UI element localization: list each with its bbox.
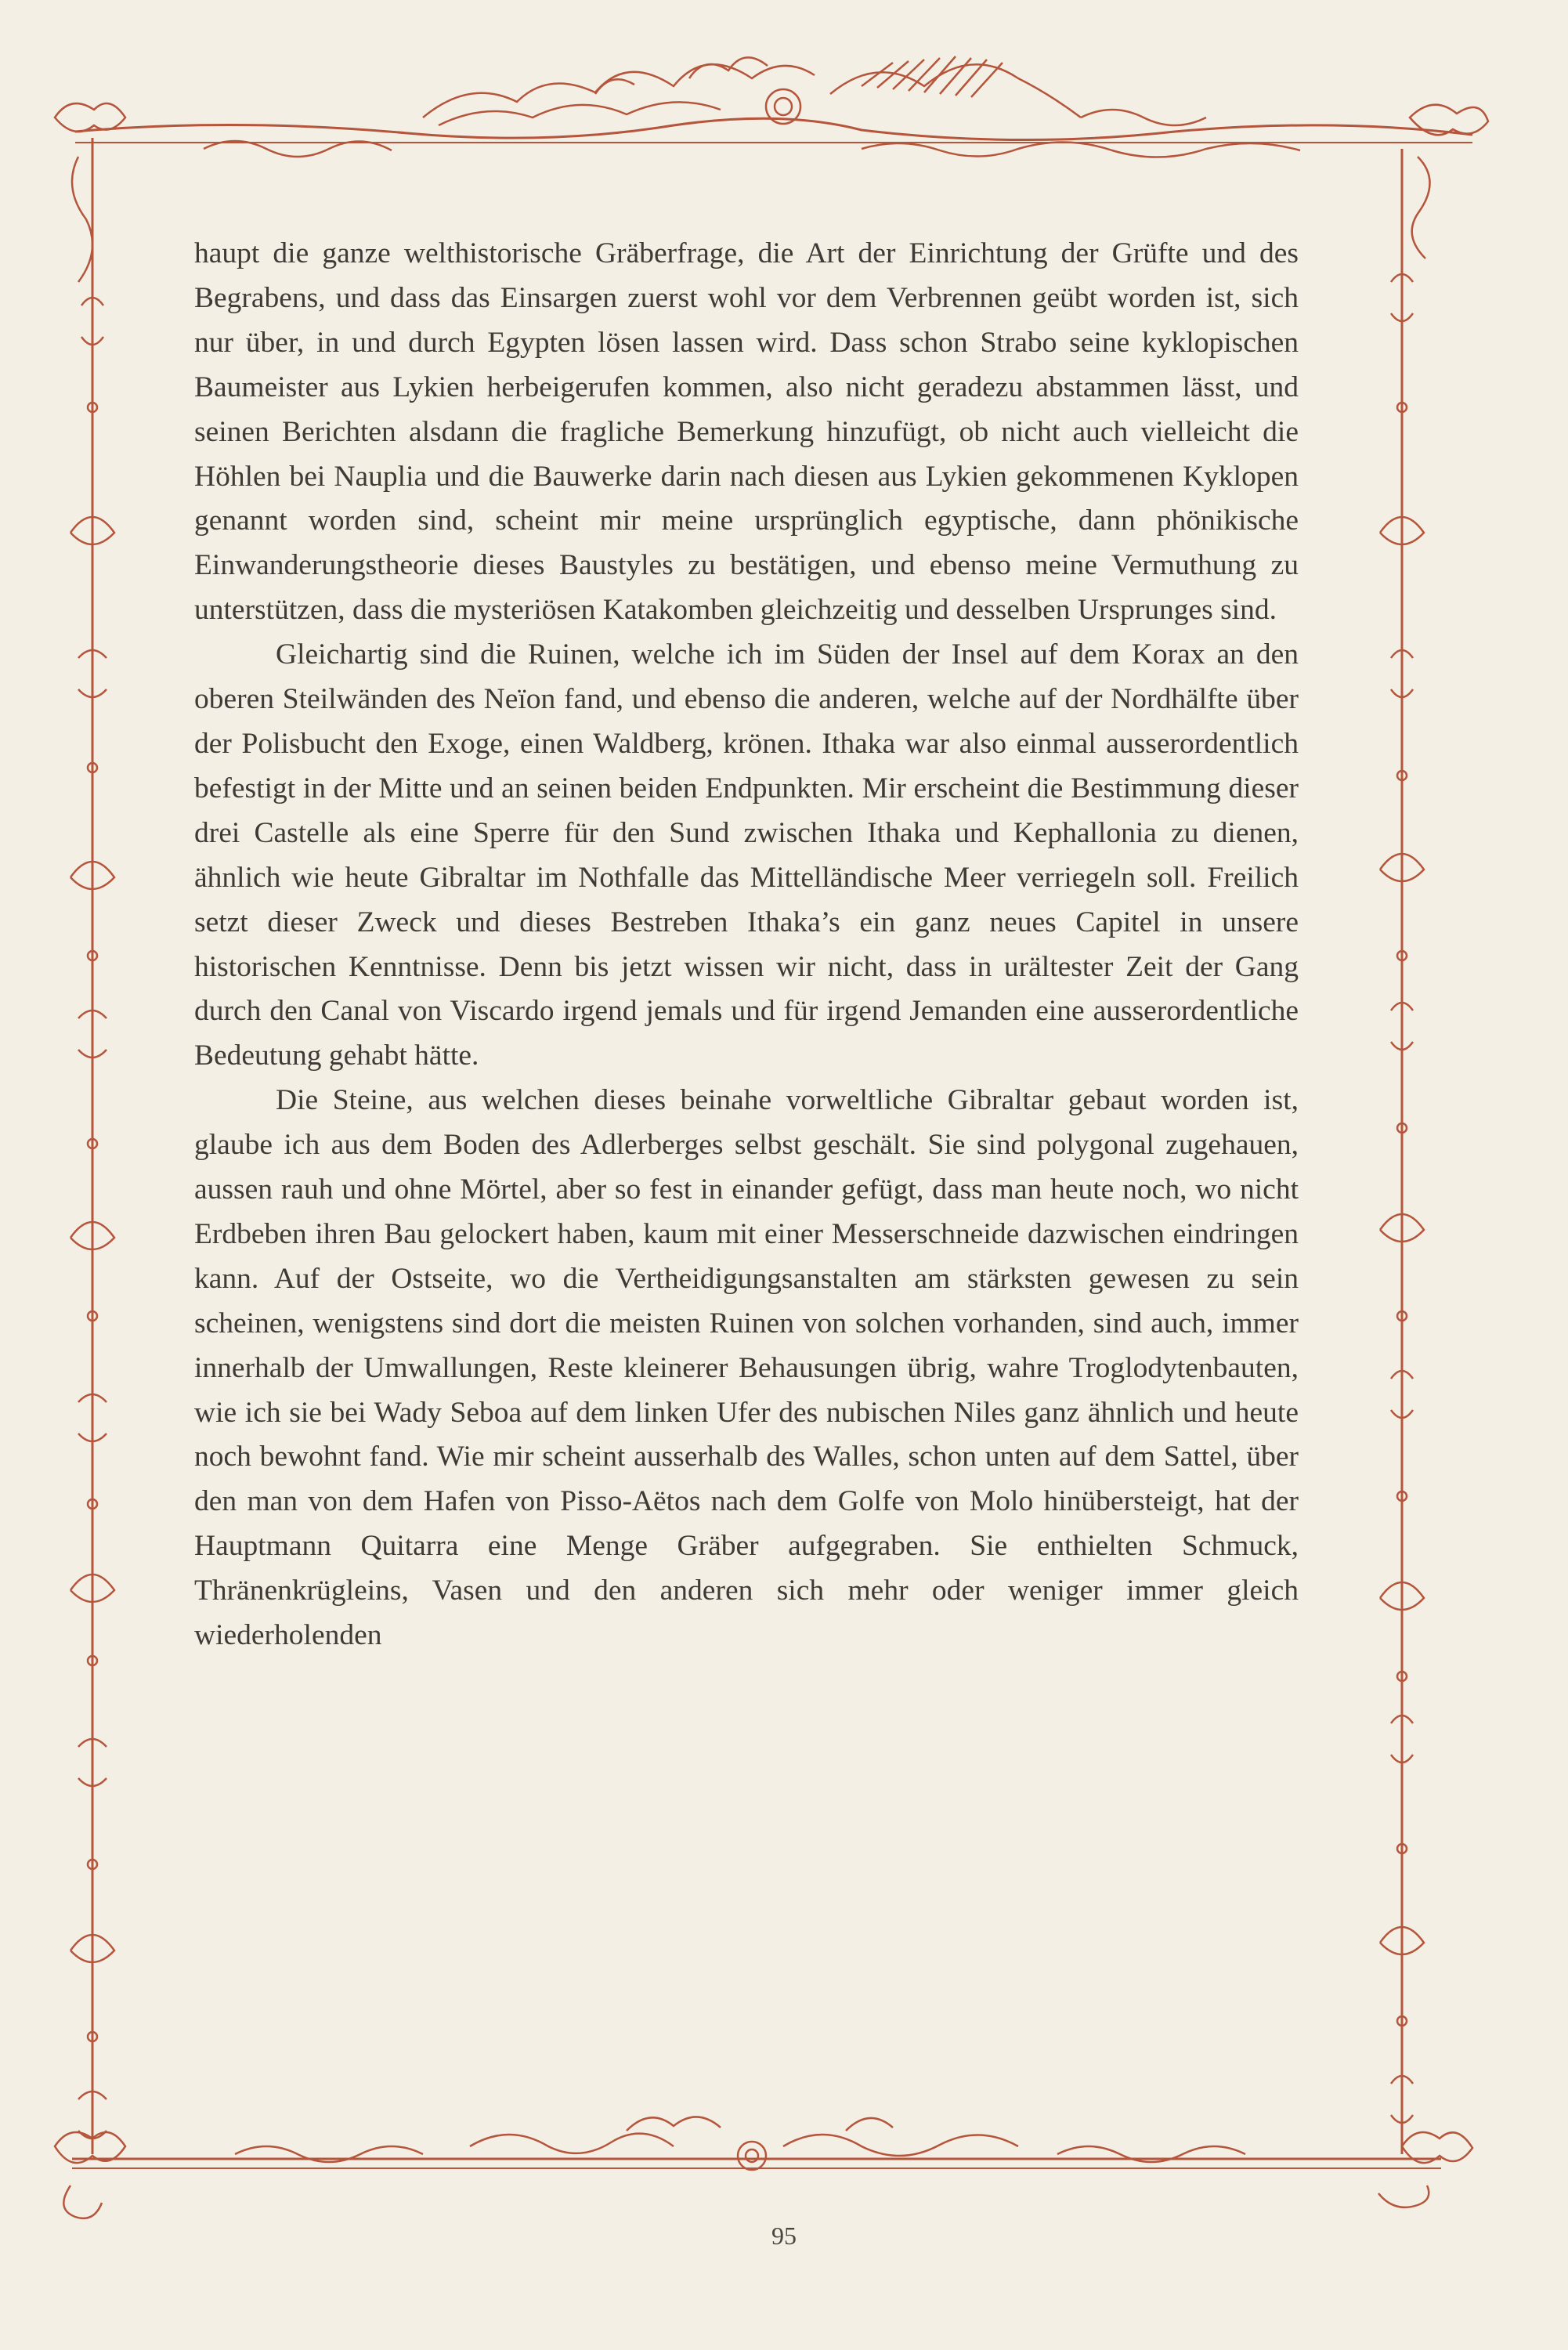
page-body-text <box>194 232 1299 1658</box>
paragraph-3: Die Steine, aus welchen dieses beinahe vorweltliche Gibraltar gebaut worden ist, glaube ich aus dem Boden des Adlerberges selbst geschält. Sie sind polygonal zugehauen, aussen rauh und ohne Mörtel, aber so fest in einander gefügt, dass man heute noch, wo nicht Erdbeben ihren Bau gelockert haben, kaum mit einer Messerschneide dazwischen eindringen kann. Auf der Ostseite, wo die Vertheidigungsanstalten am stärksten gewesen zu sein scheinen, wenigstens sind dort die meisten Ruinen von solchen vorhanden, sind auch, immer innerhalb der Umwallungen, Reste kleinerer Behausungen übrig, wahre Troglodytenbauten, wie ich sie bei Wady Seboa auf dem linken Ufer des nubischen Niles ganz ähnlich und heute noch bewohnt fand. Wie mir scheint ausserhalb des Walles, schon unten auf dem Sattel, über den man von dem Hafen von Pisso-Aëtos nach dem Golfe von Molo hinübersteigt, hat der Hauptmann Quitarra eine Menge Gräber aufgegraben. Sie enthielten Schmuck, Thränenkrügleins, Vasen und den anderen sich mehr oder weniger immer gleich wiederholenden <box>194 1084 1299 1652</box>
paragraph-1: haupt die ganze welthistorische Gräberfrage, die Art der Einrichtung der Grüfte und des Begrabens, und dass das Einsargen zuerst wohl vor dem Verbrennen geübt worden ist, sich nur über, in und durch Egypten lösen lassen wird. Dass schon Strabo seine kyklopischen Baumeister aus Lykien herbeigerufen kommen, also nicht geradezu abstammen lässt, und seinen Berichten alsdann die fragliche Bemerkung hinzufügt, ob nicht auch vielleicht die Höhlen bei Nauplia und die Bauwerke darin nach diesen aus Lykien gekommenen Kyklopen genannt worden sind, scheint mir meine ursprünglich egyptische, dann phönikische Einwanderungstheorie dieses Baustyles zu bestätigen, und ebenso meine Vermuthung zu unterstützen, dass die mysteriösen Katakomben gleichzeitig und desselben Ursprunges sind. <box>194 237 1299 627</box>
page-number: 95 <box>771 2222 797 2250</box>
paragraph-2: Gleichartig sind die Ruinen, welche ich im Süden der Insel auf dem Korax an den oberen Steilwänden des Neïon fand, und ebenso die anderen, welche auf der Nordhälfte über der Polisbucht den Exoge, einen Waldberg, krönen. Ithaka war also einmal ausserordentlich befestigt in der Mitte und an seinen beiden Endpunkten. Mir erscheint die Bestimmung dieser drei Castelle als eine Sperre für den Sund zwischen Ithaka und Kephallonia zu dienen, ähnlich wie heute Gibraltar im Nothfalle das Mittelländische Meer verriegeln soll. Freilich setzt dieser Zweck und dieses Bestreben Ithaka’s ein ganz neues Capitel in unsere historischen Kenntnisse. Denn bis jetzt wissen wir nicht, dass in urältester Zeit der Gang durch den Canal von Viscardo irgend jemals und für irgend Jemanden eine ausserordentliche Bedeutung gehabt hätte. <box>194 638 1299 1072</box>
